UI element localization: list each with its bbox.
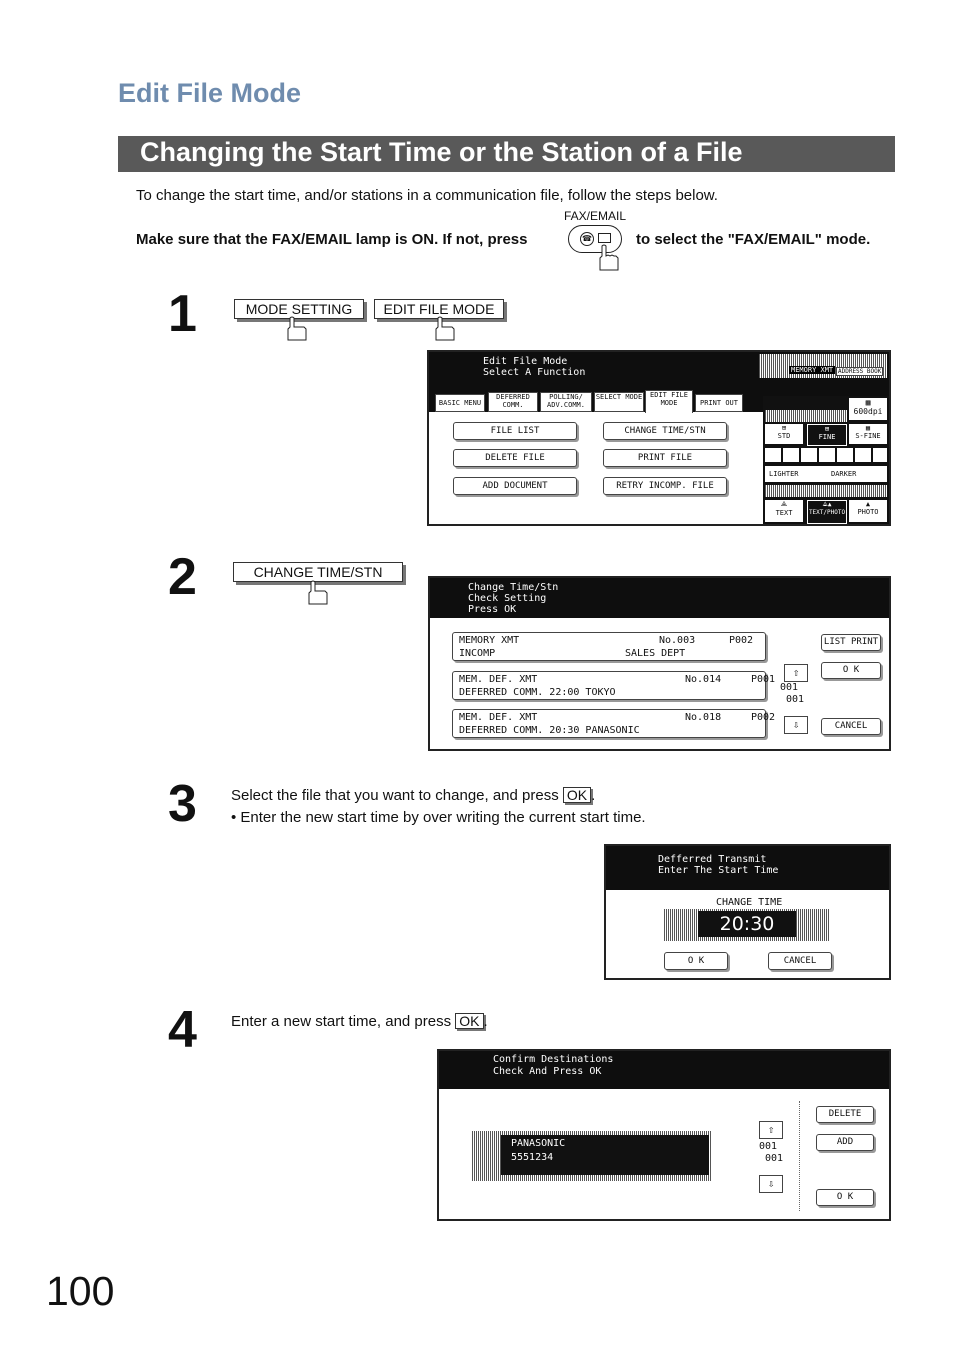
tab-edit-file-mode: EDIT FILE MODE	[645, 390, 693, 413]
tab-polling-adv-comm: POLLING/ ADV.COMM.	[540, 392, 592, 412]
hand-pointer-icon	[594, 244, 622, 272]
page-counter	[759, 1141, 783, 1165]
page-banner	[118, 136, 895, 172]
screen-header-line: Enter The Start Time	[658, 865, 779, 876]
mode-setting-key: MODE SETTING	[234, 299, 364, 319]
change-time-stn-key: CHANGE TIME/STN	[233, 562, 403, 582]
cancel-button: CANCEL	[821, 718, 881, 735]
page-counter	[780, 682, 804, 706]
fax-icon: ☎	[580, 232, 594, 246]
file-record	[452, 709, 776, 738]
screen-enter-start-time	[604, 844, 891, 980]
text-photo-label: TEXT/PHOTO	[808, 509, 846, 516]
tab-print-out: PRINT OUT	[695, 394, 743, 412]
fine-button: ⊞ FINE	[807, 424, 847, 446]
memory-xmt-indicator: MEMORY XMT	[791, 366, 834, 374]
s-fine-label: S-FINE	[855, 432, 881, 440]
screen-header-line: Edit File Mode	[483, 356, 568, 367]
tab-basic-menu: BASIC MENU	[435, 394, 485, 412]
scroll-up-icon: ⇧	[784, 664, 808, 682]
step-number: 1	[168, 285, 197, 343]
text-photo-mode-button: ⟁▲ TEXT/PHOTO	[807, 500, 847, 524]
record-status: DEFERRED COMM. 20:30 PANASONIC	[459, 725, 640, 736]
add-button: ADD	[816, 1134, 874, 1151]
file-list-button: FILE LIST	[453, 422, 577, 440]
fax-email-label: FAX/EMAIL	[564, 209, 627, 223]
banner-title: Changing the Start Time or the Station of a File	[140, 137, 743, 167]
ok-button: O K	[664, 952, 728, 970]
scroll-up-icon: ⇧	[759, 1121, 783, 1139]
record-station: SALES DEPT	[625, 648, 686, 659]
section-title: Edit File Mode	[118, 78, 302, 108]
scroll-down-icon: ⇩	[784, 716, 808, 734]
record-type: MEMORY XMT	[459, 635, 520, 646]
destination-entry	[501, 1135, 709, 1175]
step-number: 2	[168, 548, 197, 606]
s-fine-button: ▦ S-FINE	[849, 424, 887, 444]
photo-mode-button: ▲ PHOTO	[849, 500, 887, 522]
counter-top: 001	[759, 1141, 778, 1152]
darker-label: DARKER	[831, 470, 857, 478]
record-pages: P001	[751, 674, 776, 685]
ok-key: OK	[563, 787, 591, 803]
screen-header-line: Check Setting	[468, 593, 547, 604]
screen-header-line: Defferred Transmit	[658, 854, 767, 865]
file-record	[452, 671, 776, 700]
tab-select-mode: SELECT MODE	[594, 392, 644, 412]
address-book-tab: ADDRESS BOOK	[838, 368, 882, 375]
record-pages: P002	[729, 635, 754, 646]
screen-edit-file-mode	[427, 350, 891, 526]
intro-text: To change the start time, and/or stations in a communication file, follow the steps below.	[136, 187, 718, 204]
step-instruction-text: Enter a new start time, and press	[231, 1013, 452, 1030]
record-type: MEM. DEF. XMT	[459, 674, 538, 685]
delete-file-button: DELETE FILE	[453, 449, 577, 467]
print-file-button: PRINT FILE	[603, 449, 727, 467]
ok-key: OK	[455, 1013, 483, 1029]
list-print-button: LIST PRINT	[821, 634, 881, 651]
hand-pointer-icon	[304, 580, 330, 606]
delete-button: DELETE	[816, 1106, 874, 1123]
std-label: STD	[777, 432, 791, 440]
step-bullet: • Enter the new start time by over writing the current start time.	[231, 809, 646, 826]
page-number: 100	[46, 1268, 115, 1314]
lighter-label: LIGHTER	[769, 470, 799, 478]
tab-deferred-comm: DEFERRED COMM.	[488, 392, 538, 412]
hand-pointer-icon	[283, 316, 309, 342]
screen-change-time-stn	[428, 576, 891, 751]
scroll-down-icon: ⇩	[759, 1175, 783, 1193]
add-document-button: ADD DOCUMENT	[453, 477, 577, 495]
record-type: MEM. DEF. XMT	[459, 712, 538, 723]
retry-incomp-file-button: RETRY INCOMP. FILE	[603, 477, 727, 495]
screen-header-line: Confirm Destinations	[493, 1054, 614, 1065]
screen-header-line: Change Time/Stn	[468, 582, 559, 593]
lamp-instruction: Make sure that the FAX/EMAIL lamp is ON. If not, press	[136, 231, 528, 248]
record-number: No.018	[685, 712, 722, 723]
cancel-button: CANCEL	[768, 952, 832, 970]
edit-file-mode-key: EDIT FILE MODE	[374, 299, 504, 319]
screen-confirm-destinations	[437, 1049, 891, 1221]
step-number: 3	[168, 775, 197, 833]
step-instruction: Enter a new start time, and press OK .	[231, 1013, 488, 1030]
change-time-label: CHANGE TIME	[716, 897, 783, 908]
change-time-stn-button: CHANGE TIME/STN	[603, 422, 727, 440]
destination-name: PANASONIC	[511, 1138, 566, 1149]
ok-button: O K	[816, 1189, 874, 1206]
photo-mode-label: PHOTO	[857, 508, 879, 516]
counter-top: 001	[780, 682, 799, 693]
screen-header-line: Select A Function	[483, 367, 586, 378]
step-instruction-text: Select the file that you want to change, and press	[231, 787, 559, 804]
ok-button: O K	[821, 662, 881, 679]
record-pages: P002	[751, 712, 776, 723]
dpi-label: 600dpi	[853, 407, 883, 416]
counter-bottom: 001	[765, 1153, 784, 1164]
step-number: 4	[168, 1001, 197, 1059]
fine-label: FINE	[818, 433, 836, 441]
file-record	[452, 632, 766, 661]
contrast-control	[765, 466, 887, 482]
start-time-display: 20:30	[698, 911, 796, 937]
record-status: DEFERRED COMM. 22:00 TOKYO	[459, 687, 616, 698]
text-mode-label: TEXT	[775, 509, 793, 517]
counter-bottom: 001	[786, 694, 805, 705]
record-number: No.014	[685, 674, 722, 685]
hand-pointer-icon	[431, 316, 457, 342]
std-button: ⊞ STD	[765, 424, 803, 444]
step-instruction: Select the file that you want to change, and press OK .	[231, 787, 596, 804]
email-icon	[598, 233, 611, 243]
lamp-instruction-end: to select the "FAX/EMAIL" mode.	[636, 231, 871, 248]
screen-header-line: Press OK	[468, 604, 517, 615]
text-mode-button: ⟁ TEXT	[765, 500, 803, 522]
destination-number: 5551234	[511, 1152, 554, 1163]
dpi-button: ▩ 600dpi	[849, 398, 887, 420]
screen-header-line: Check And Press OK	[493, 1066, 602, 1077]
record-number: No.003	[659, 635, 696, 646]
record-status: INCOMP	[459, 648, 496, 659]
